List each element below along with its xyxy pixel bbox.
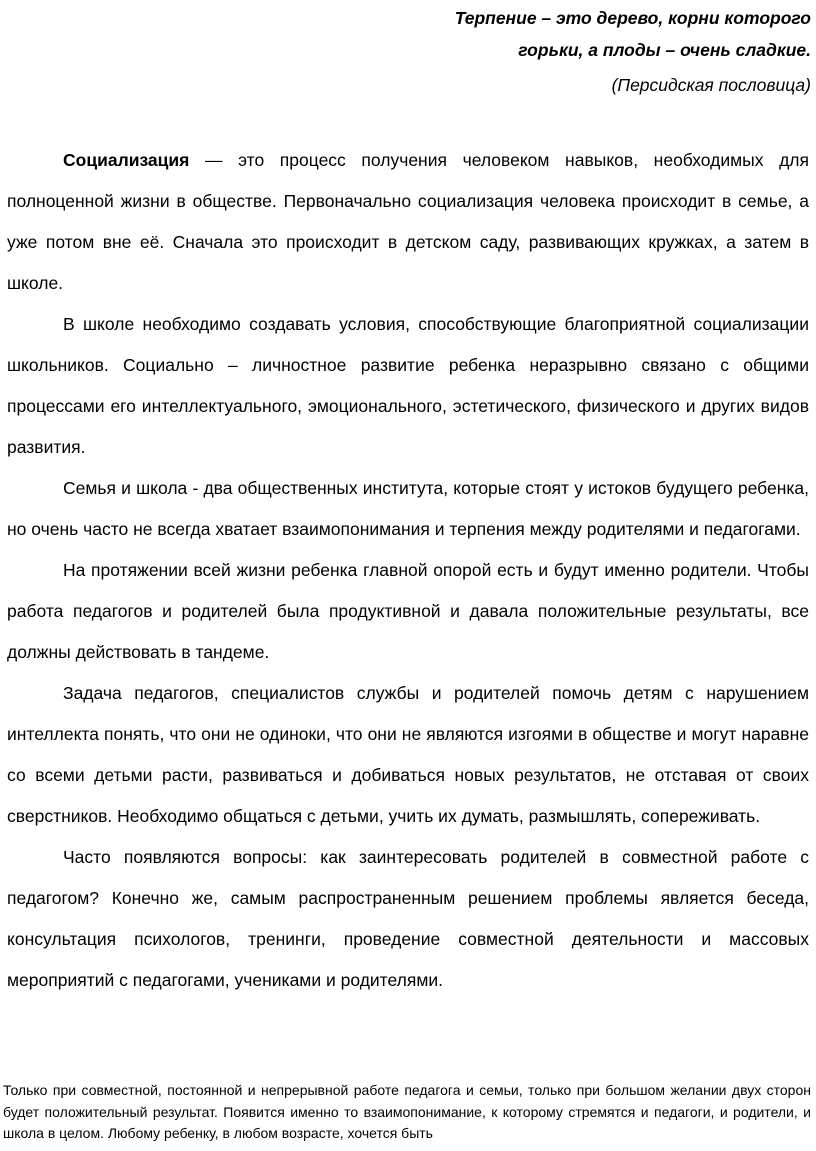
epigraph	[311, 2, 811, 101]
paragraph-questions: Часто появляются вопросы: как заинтересовать родителей в совместной работе с педагогом? Конечно же, самым распространенным решением проблемы является беседа, консультация психологов, тренинги, проведение совместной деятельности и массовых мероприятий с педагогами, учениками и родителями.	[7, 847, 809, 990]
paragraph-family-school: Семья и школа - два общественных института, которые стоят у истоков будущего ребенка, но очень часто не всегда хватает взаимопонимания и терпения между родителями и педагогами.	[7, 478, 809, 539]
epigraph-line-1: Терпение – это дерево, корни которого	[454, 8, 811, 28]
continuation-text	[3, 1080, 811, 1145]
paragraph-school: В школе необходимо создавать условия, способствующие благоприятной социализации школьников. Социально – личностное развитие ребенка неразрывно связано с общими процессами его интеллектуального, эмоционального, эстетического, физического и других видов развития.	[7, 314, 809, 457]
document-body	[7, 140, 809, 1001]
paragraph-socialization	[7, 140, 809, 304]
epigraph-line-2: горьки, а плоды – очень сладкие.	[518, 40, 811, 60]
term-socialization: Социализация	[63, 150, 190, 170]
paragraph-socialization-text: — это процесс получения человеком навыков, необходимых для полноценной жизни в обществе. Первоначально социализация человека происходит в семье, а уже потом вне её. Сначала это происходит в детском саду, развивающих кружках, а затем в школе.	[7, 150, 809, 293]
paragraph-parents: На протяжении всей жизни ребенка главной опорой есть и будут именно родители. Чтобы работа педагогов и родителей была продуктивной и давала положительные результаты, все должны действовать в тандеме.	[7, 560, 809, 662]
epigraph-source: (Персидская пословица)	[611, 75, 811, 95]
paragraph-task: Задача педагогов, специалистов службы и родителей помочь детям с нарушением интеллекта понять, что они не одиноки, что они не являются изгоями в обществе и могут наравне со всеми детьми расти, развиваться и добиваться новых результатов, не отставая от своих сверстников. Необходимо общаться с детьми, учить их думать, размышлять, сопереживать.	[7, 683, 809, 826]
paragraph-continuation: Только при совместной, постоянной и непрерывной работе педагога и семьи, только при большом желании двух сторон будет положительный результат. Появится именно то взаимопонимание, к которому стремятся и педагоги, и родители, и школа в целом. Любому ребенку, в любом возрасте, хочется быть	[3, 1082, 811, 1141]
